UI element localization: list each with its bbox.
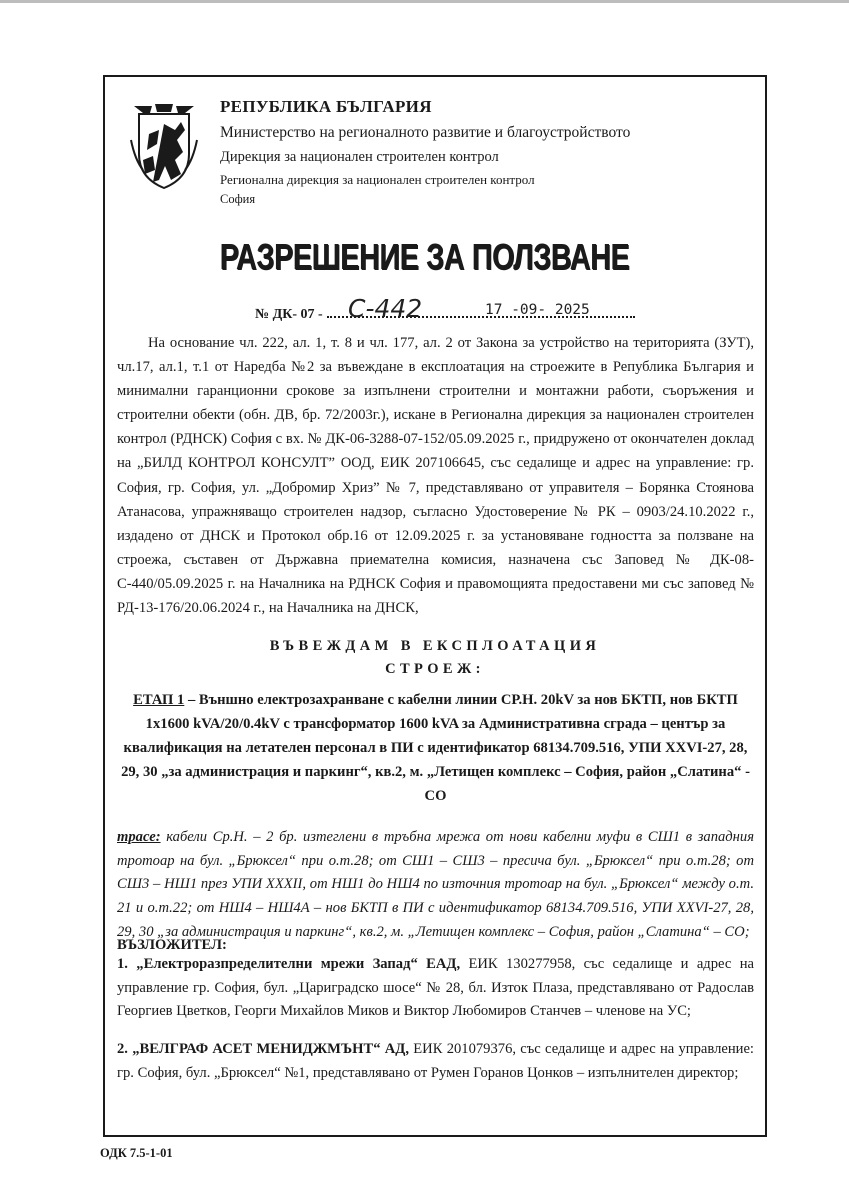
scan-top-edge: [0, 0, 849, 3]
document-title: РАЗРЕШЕНИЕ ЗА ПОЛЗВАНЕ: [219, 236, 630, 277]
assignor-1-details: ЕИК 130277958, със седалище и адрес на управление гр. София, бул. „Цариградско шосе“ № 28, бл. Изток Плаза, представлявано от Радослав Георгиев Цветков, Георги Михайлов Миков и Виктор Любомиров Станчев – членове на УС;: [117, 956, 754, 1019]
coat-of-arms-icon: [129, 100, 199, 192]
header-country: РЕПУБЛИКА БЪЛГАРИЯ: [220, 97, 432, 116]
caption-construction: СТРОЕЖ:: [385, 661, 485, 677]
header-directorate: Дирекция за национален строителен контрол: [220, 149, 499, 165]
assignor-1-name: 1. „Електроразпределителни мрежи Запад“ ЕАД,: [117, 956, 461, 972]
preamble-paragraph: На основание чл. 222, ал. 1, т. 8 и чл. 177, ал. 2 от Закона за устройство на територията (ЗУТ), чл.17, ал.1, т.1 от Наредба №2 за въвеждане в експлоатация на строежите в Република България и минимални гаранционни срокове за изпълнени строителни и монтажни работи, съоръжения и строителни обекти (обн. ДВ, бр. 72/2003г.), искане в Регионална дирекция за национален строителен контрол (РДНСК) София с вх. № ДК-06-3288-07-152/05.09.2025 г., придружено от окончателен доклад на „БИЛД КОНТРОЛ КОНСУЛТ” ООД, ЕИК 207106645, със седалище и адрес на управление: гр. София, гр. София, ул. „Добромир Хриз” № 7, представлявано от управителя – Борянка Стоянова Атанасова, упражняващо строителен надзор, съгласно Удостоверение № РК – 0903/24.10.2022 г., издадено от ДНСК и Протокол обр.16 от 12.09.2025 г. за установяване годността за ползване на строежа, съставен от Държавна приемателна комисия, назначена със Заповед № ДК-08-С-440/05.09.2025 г. на Началника на РДНСК София и правомощията предоставени ми със заповед № РД-13-176/20.06.2024 г., на Началника на ДНСК,: [117, 335, 754, 617]
handwritten-date: 17 -09- 2025: [485, 302, 590, 318]
stage-description: [117, 688, 754, 808]
assignor-2-details: ЕИК 201079376, със седалище и адрес на управление: гр. София, бул. „Брюксел“ №1, представлявано от Румен Горанов Цонков – изпълнителен директор;: [117, 1041, 754, 1081]
handwritten-number: С-442: [348, 294, 423, 323]
route-text: кабели Ср.Н. – 2 бр. изтеглени в тръбна мрежа от нови кабелни муфи в СШ1 в западния тротоар на бул. „Брюксел“ при о.т.28; от СШ1 – СШ3 – пресича бул. „Брюксел“ при о.т.28; от СШ3 – НШ1 през УПИ XXXII, от НШ1 до НШ4 по източния тротоар на бул. „Брюксел“ между о.т. 21 и о.т.22; от НШ4 – НШ4А – нов БКТП в ПИ с идентификатор 68134.709.516, УПИ XXVI-27, 28, 29, 30 „за администрация и паркинг“, кв.2, м. „Летищен комплекс – София, район „Слатина“ – СО;: [117, 829, 754, 940]
document-number-prefix: № ДК- 07 -: [255, 307, 323, 322]
caption-commissioning: ВЪВЕЖДАМ В ЕКСПЛОАТАЦИЯ: [269, 638, 601, 654]
assignor-2-name: 2. „ВЕЛГРАФ АСЕТ МЕНИДЖМЪНТ“ АД,: [117, 1041, 409, 1057]
assignor-heading: ВЪЗЛОЖИТЕЛ:: [117, 937, 227, 953]
header-ministry: Министерство на регионалното развитие и благоустройството: [220, 124, 631, 141]
header-regional-directorate: Регионална дирекция за национален строителен контрол: [220, 172, 535, 187]
route-description: [117, 826, 754, 945]
assignor-2: [117, 1038, 754, 1085]
footer-form-code: ОДК 7.5-1-01: [100, 1146, 173, 1160]
assignor-1: [117, 953, 754, 1024]
document-number: [255, 296, 635, 328]
route-label: трасе:: [117, 829, 161, 845]
header-city: София: [220, 192, 256, 206]
stage-text: – Външно електрозахранване с кабелни линии СР.Н. 20kV за нов БКТП, нов БКТП 1x1600 kVA/20/0.4kV с трансформатор 1600 kVA за Административна сграда – център за квалификация на летателен персонал в ПИ с идентификатор 68134.709.516, УПИ XXVI-27, 28, 29, 30 „за администрация и паркинг“, кв.2, м. „Летищен комплекс – София, район „Слатина“ - СО: [121, 692, 750, 804]
stage-label: ЕТАП 1: [133, 692, 185, 708]
